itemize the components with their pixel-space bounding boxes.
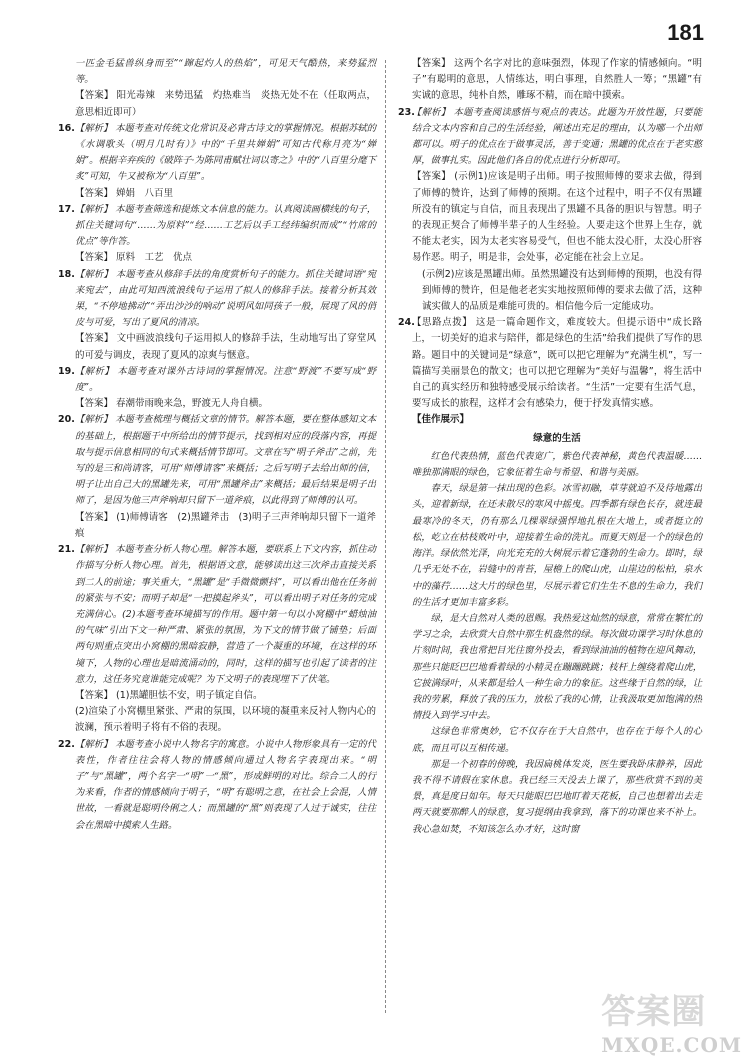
- answer-block: [75, 396, 376, 412]
- page-number: 181: [667, 20, 704, 45]
- block-text: 【答案】 阳光毒辣 来势迅猛 灼热难当 炎热无处不在（任取两点，意思相近即可）: [75, 90, 376, 118]
- question-number: 22.: [58, 738, 75, 750]
- question-number: 24.: [398, 317, 415, 329]
- block-text: 【解析】 本题考查对传统文化常识及必背古诗文的掌握情况。根据苏轼的《水调歌头（明月几时有）》中的“千里共婵娟”可知古代称月亮为“婵娟”。根据辛弃疾的《破阵子·为陈同甫赋壮词以寄之》中的“八百里分麾下炙”可知，牛又被称为“八百里”。: [75, 122, 376, 183]
- answer-block: [75, 331, 376, 363]
- question-number: [398, 169, 412, 266]
- answer-block: [75, 88, 376, 120]
- question-number: [398, 56, 412, 105]
- block-text: 【答案】 原料 工艺 优点: [75, 252, 193, 264]
- answer-block: [75, 510, 376, 542]
- essay-paragraph: 那是一个初春的傍晚，我因扁桃体发炎，医生要我卧床静养，因此我不得不请假在家休息。我已经三天没去上课了，那些欣赏不到的美景，真是度日如年。每天只能眼巴巴地盯着天花板，自己也想着出去走两天就要那醉人的绿意，复习提纲由我拿到，落下的功课也来不补上。我心急如焚，不知该怎么办才好，这时窗: [412, 758, 702, 835]
- block-text: 【答案】 (1)黑罐胆怯不安，明子镇定自信。: [75, 689, 263, 701]
- question-number: [58, 88, 75, 120]
- answer-block: [58, 737, 376, 834]
- answer-block: [58, 267, 376, 332]
- block-text: 【解析】 本题考查阅读感悟与观点的表达。此题为开放性题，只要能结合文本内容和自己的生活经验，阐述出充足的理由，认为哪一个出师都可以。明子的优点在于做事灵活，善于变通；黑罐的优点在于老实憨厚，做事扎实。因此他们各自的优点进行分析即可。: [412, 106, 702, 167]
- block-text: 【解析】 本题考查对课外古诗词的掌握情况。注意“野渡”不要写成“野度”。: [75, 365, 376, 394]
- block-text: (示例2)应该是黑罐出师。虽然黑罐没有达到师傅的预期，也没有得到师傅的赞许，但是他老老实实地按照师傅的要求去做了活，这种诚实做人的品质是难能可贵的。相信他今后一定能成功。: [422, 268, 702, 313]
- question-number: 20.: [58, 414, 75, 426]
- question-number: [58, 688, 75, 704]
- essay-paragraph: 这绿色非常奥妙，它不仅存在于大自然中，也存在于每个人的心底，而且可以互相传递。: [412, 726, 702, 754]
- block-text: 【答案】 婵娟 八百里: [75, 187, 174, 199]
- answer-block: [75, 250, 376, 266]
- essay-title: 绿意的生活: [533, 432, 581, 444]
- block-text: 【解析】 本题考查筛选和提炼文本信息的能力。认真阅读画横线的句子，抓住关键词句“……为原料”“经……工艺后以手工经纬编织而成”“竹席的优点”等作答。: [75, 203, 376, 248]
- question-number: [58, 56, 75, 88]
- question-number: [58, 704, 75, 736]
- column-divider: [385, 60, 386, 1013]
- answer-block: [412, 267, 702, 316]
- block-text: 【解析】 本题考查从修辞手法的角度赏析句子的能力。抓住关键词语“宛来宛去”，由此可知西流浪线句子运用了拟人的修辞手法。接着分析其效果，“不停地拂动”“弄出沙沙的响动”说明风如同孩子一般，展现了风的俏皮与可爱，写出了夏风的清凉。: [75, 268, 376, 329]
- question-number: [58, 396, 75, 412]
- answer-block: [75, 704, 376, 736]
- answer-block: [398, 105, 702, 170]
- answer-block: [58, 542, 376, 688]
- block-text: 【答案】 这两个名字对比的意味强烈，体现了作家的情感倾向。“明子”有聪明的意思，人情练达，明白事理，自然胜人一筹；“黑罐”有实诚的意思，纯朴自然，雕琢不精，而在暗中摸索。: [412, 58, 702, 102]
- essay-body: [412, 449, 702, 838]
- answer-block: [58, 364, 376, 396]
- block-text: 【答案】 春潮带雨晚来急，野渡无人舟自横。: [75, 398, 269, 410]
- question-number: [58, 250, 75, 266]
- block-text: 【答案】 文中画波浪线句子运用拟人的修辞手法，生动地写出了穿堂风的可爱与调皮，表现了夏风的凉爽与惬意。: [75, 333, 376, 361]
- answer-block: [412, 412, 702, 428]
- watermark-main: 答案圈: [601, 992, 707, 1032]
- essay-paragraph: 春天，绿是第一抹出现的色彩。冰雪初融，草芽就迫不及待地露出头，迎着新绿，在还未散尽的寒风中摇曳。四季都有绿色长存，就连最最寒冷的冬天，仍有那么几棵翠绿强悍地扎根在大地上，或者挺立的松，屹立在枯枝败叶中，迎接着生命的洗礼。而夏天则是一个的绿色的海洋。绿依然光泽，向光充充的大树展示着它蓬勃的生命力。即时，绿几乎无处不在，岩缝中的青苔，屋檐上的爬山虎，山崖边的松柏，泉水中的藻荇……这大片的绿色里，尽展示着它们生生不息的生命力，我们的生活才更加丰富多彩。: [412, 483, 702, 608]
- question-number: 21.: [58, 544, 75, 556]
- question-number: [58, 186, 75, 202]
- answer-block: [412, 169, 702, 266]
- answer-block: [75, 56, 376, 88]
- question-number: [58, 331, 75, 363]
- block-text: 【解析】 本题考查梳理与概括文章的情节。解答本题，要在整体感知文本的基础上，根据题干中所给出的情节提示，找到相对应的段落内容，再提取与提示信息相同的句式来概括情节即可。文章在写“明子斧击”之前，先写的是三和尚请客，可用“师傅请客”来概括；之后写明子去给出师的信，明子让出自己大的黑罐先来，可用“黑罐斧击”来概括；最后结果是明子出师了，是因为他三声斧响却只留下一道斧痕，以此得到了师傅的认可。: [75, 414, 376, 507]
- watermark-sub: MXQE.COM: [601, 1033, 742, 1057]
- answer-block: [75, 688, 376, 704]
- question-number: 18.: [58, 268, 75, 280]
- answer-block: [75, 186, 376, 202]
- answer-block: [58, 412, 376, 509]
- question-number: 23.: [398, 106, 415, 118]
- essay-paragraph: 红色代表热情，蓝色代表宽广，紫色代表神秘，黄色代表温暖……唯独那满眼的绿色，它象征着生命与希望、和谐与美丽。: [412, 450, 702, 479]
- question-number: 16.: [58, 122, 75, 134]
- answer-block: [398, 315, 702, 412]
- model-essay: [412, 431, 702, 838]
- block-text: 一匹金毛猛兽纵身而至”“蹿起灼人的热焰”，可见天气酷热，来势猛烈等。: [75, 58, 376, 86]
- block-text: (2)渲染了小窝棚里紧张、严肃的氛围，以环境的凝重来反衬人物内心的波澜，预示着明子将有不俗的表现。: [75, 706, 376, 734]
- answer-block: [412, 56, 702, 105]
- block-text: 【解析】 本题考查分析人物心理。解答本题，要联系上下文内容，抓住动作描写分析人物心理。首先，根据语文意，能够读出这三次斧击直接关系到二人的前途；事关重大，“黑罐”是“手微微颤抖”，可以看出他在任务前的紧张与不安；而明子却是“一把摸起斧头”，可以看出明子对任务的完成充满信心。(2)本题考查环境描写的作用。题中第一句以小窝棚中“蜡烛油的气味”引出下文一种严肃、紧张的氛围，为下文的情节做了铺垫；后面两句则重点突出小窝棚的黑暗寂静，营造了一个凝重的环境，在这样的环境下，人物的心理也是暗流涌动的，同时，这样的描写也引起了读者的注意力，这任务究竟谁能完成呢？为下文明子的表现埋下了伏笔。: [75, 544, 376, 685]
- essay-paragraph: 绿，是大自然对人类的恩赐。我热爱这灿然的绿意，常常在繁忙的学习之余，去欣赏大自然中那生机盎然的绿。每次做功课学习时休息的片刻时间，我也常把目光往窗外投去，看到绿油油的植物在迎风舞动，那些只能眨巴巴地看着绿的小精灵在蹦蹦跳跳；枝杆上缠绕着爬山虎，它披满绿叶，从来都是给人一种生命力的象征。这些缘于自然的绿，让我的劳累，释放了我的压力，放松了我的心情，让我汲取更加饱满的热情投入到学习中去。: [412, 612, 702, 722]
- block-text: 【答案】 (1)师傅请客 (2)黑罐斧击 (3)明子三声斧响却只留下一道斧痕: [75, 511, 376, 539]
- question-number: [398, 267, 412, 316]
- answer-block: [58, 202, 376, 251]
- right-column: [398, 56, 702, 838]
- left-column: [58, 56, 376, 834]
- question-number: [398, 412, 412, 428]
- block-text: 【解析】 本题考查小说中人物名字的寓意。小说中人物形象具有一定的代表性，作者往往会将人物的情感倾向通过人物名字表现出来。“明子”与“黑罐”，两个名字一“明”一“黑”，形成鲜明的对比。综合二人的行为来看，作者的情感倾向于明子，“明”有聪明之意，在社会上会混，人情世故，一看就是聪明伶俐之人；而黑罐的“黑”则表现了人过于诚实，往往会在黑暗中摸索人生路。: [75, 738, 376, 831]
- right-answer-blocks: [398, 56, 702, 429]
- question-number: 17.: [58, 203, 75, 215]
- answer-block: [58, 121, 376, 186]
- question-number: 19.: [58, 365, 75, 377]
- block-text: 【佳作展示】: [412, 414, 470, 426]
- block-text: 【答案】 (示例1)应该是明子出师。明子按照师傅的要求去做，得到了师傅的赞许，达到了师傅的预期。在这个过程中，明子不仅有黑罐所没有的镇定与自信，而且表现出了黑罐不具备的胆识与智慧。明子的表现正契合了师傅半辈子的人生经验。人要走这个世界上生存，就不能太老实，因为太老实容易受气，但也不能太没心肝，太没心肝容易作恶。明子，明是非，会处事，必定能在社会上立足。: [412, 171, 702, 264]
- question-number: [58, 510, 75, 542]
- site-watermark: [601, 984, 742, 1057]
- block-text: 【思路点拨】 这是一篇命题作文，难度较大。但提示语中“成长路上，一切美好的追求与陪伴，都是绿色的生活”给我们提供了写作的思路。题目中的关键词是“绿意”，既可以把它理解为“充满生机”，写一篇描写美丽景色的散文；也可以把它理解为“美好与温馨”，将生活中自己的真实经历和独特感受展示给读者。“生活”一定要有生活气息，要写成长的旅程，这样才会有感染力，便于抒发真情实感。: [412, 317, 702, 410]
